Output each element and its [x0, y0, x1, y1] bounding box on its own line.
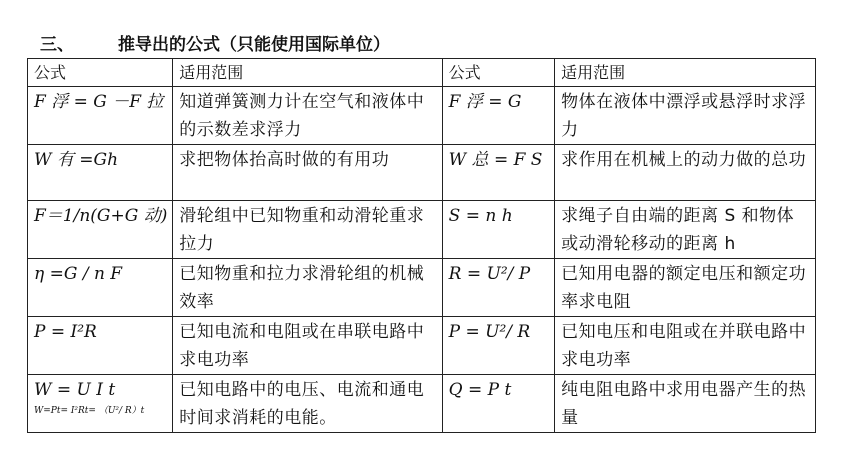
- header-formula-right: 公式: [442, 59, 554, 87]
- scope-cell: 已知用电器的额定电压和额定功率求电阻: [555, 259, 816, 317]
- section-title: 推导出的公式（只能使用国际单位）: [118, 35, 390, 55]
- table-row: [28, 201, 816, 259]
- formula-cell: F 浮 = G －F 拉: [28, 87, 173, 145]
- section-number: 三、: [40, 35, 74, 55]
- formula-cell: P = U²/ R: [442, 317, 554, 375]
- table-row: [28, 87, 816, 145]
- scope-cell: 已知电路中的电压、电流和通电时间求消耗的电能。: [173, 375, 442, 433]
- formula-main: W = U I t: [34, 380, 116, 400]
- scope-cell: 已知电压和电阻或在并联电路中求电功率: [555, 317, 816, 375]
- table-row: [28, 259, 816, 317]
- section-heading: [40, 30, 390, 54]
- scope-cell: 已知电流和电阻或在串联电路中求电功率: [173, 317, 442, 375]
- formula-cell: [28, 375, 173, 433]
- scope-cell: 物体在液体中漂浮或悬浮时求浮力: [555, 87, 816, 145]
- scope-cell: 纯电阻电路中求用电器产生的热量: [555, 375, 816, 433]
- scope-cell: 求作用在机械上的动力做的总功: [555, 145, 816, 201]
- formula-cell: W 有 =Gh: [28, 145, 173, 201]
- formula-cell: P = I²R: [28, 317, 173, 375]
- formula-cell: W 总 = F S: [442, 145, 554, 201]
- scope-cell: 求把物体抬高时做的有用功: [173, 145, 442, 201]
- table-header-row: [28, 59, 816, 87]
- formula-cell: Q = P t: [442, 375, 554, 433]
- table-row: [28, 317, 816, 375]
- formula-cell: S = n h: [442, 201, 554, 259]
- scope-cell: 滑轮组中已知物重和动滑轮重求拉力: [173, 201, 442, 259]
- formula-cell: R = U²/ P: [442, 259, 554, 317]
- formula-cell: F 浮 = G: [442, 87, 554, 145]
- scope-cell: 已知物重和拉力求滑轮组的机械效率: [173, 259, 442, 317]
- formula-cell: η =G / n F: [28, 259, 173, 317]
- table-row: [28, 145, 816, 201]
- formula-table: [27, 58, 816, 433]
- scope-cell: 知道弹簧测力计在空气和液体中的示数差求浮力: [173, 87, 442, 145]
- header-scope-left: 适用范围: [173, 59, 442, 87]
- table-row: [28, 375, 816, 433]
- formula-derivation: W=Pt= I²Rt= （U²/ R）t: [34, 406, 145, 416]
- scope-cell: 求绳子自由端的距离 S 和物体或动滑轮移动的距离 h: [555, 201, 816, 259]
- formula-cell: F＝1/n(G+G 动): [28, 201, 173, 259]
- header-scope-right: 适用范围: [555, 59, 816, 87]
- header-formula-left: 公式: [28, 59, 173, 87]
